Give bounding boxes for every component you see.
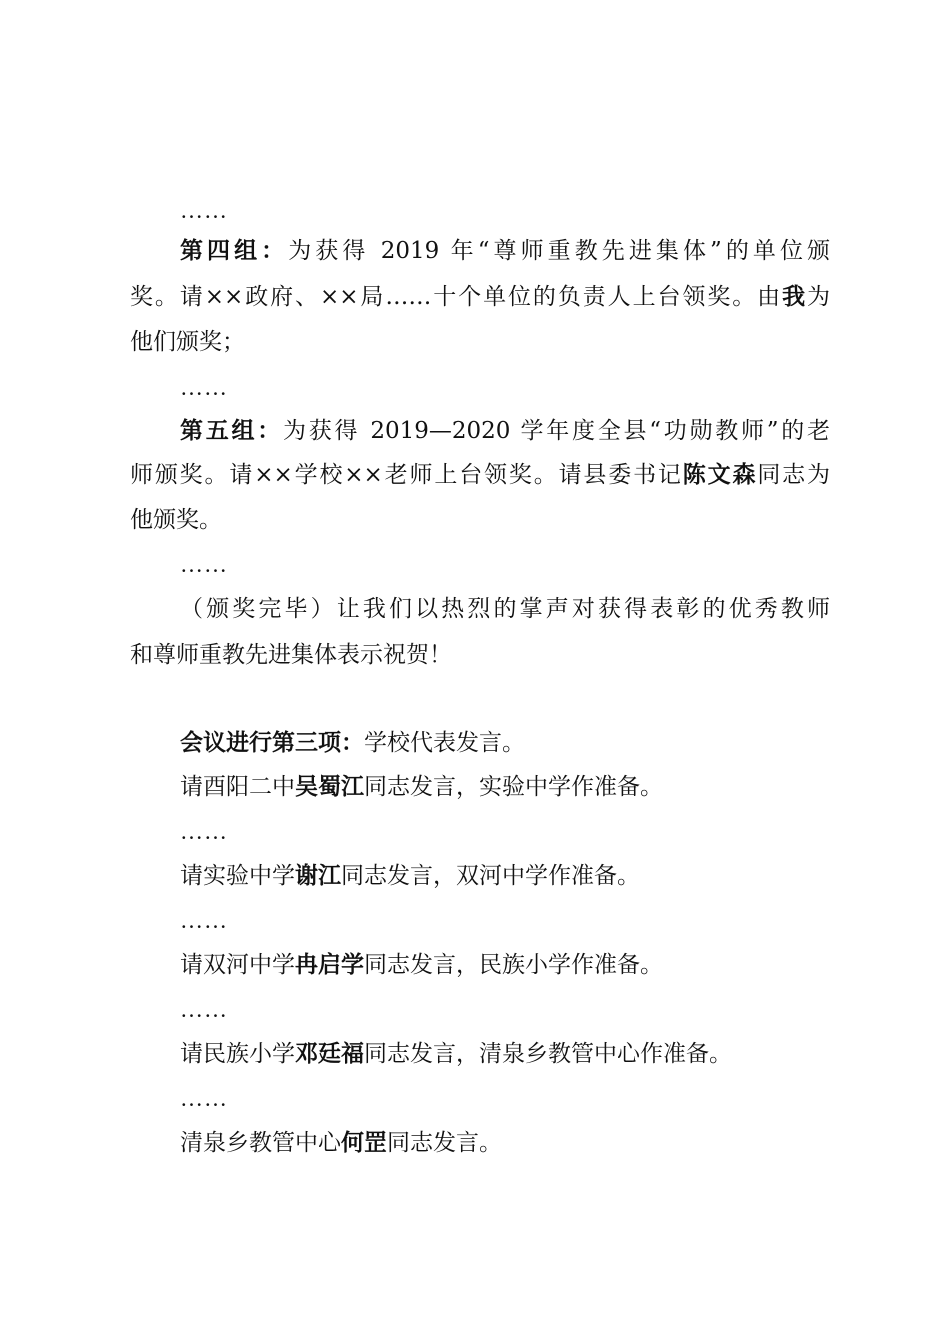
ellipsis: …… bbox=[180, 1086, 228, 1111]
speech-post: 同志发言，实验中学作准备。 bbox=[364, 774, 663, 800]
speech-line bbox=[180, 861, 830, 891]
speech-line bbox=[180, 1039, 830, 1069]
group5-text2a: 师颁奖。请××学校××老师上台领奖。请县委书记 bbox=[130, 462, 683, 488]
speaker-name: 邓廷福 bbox=[295, 1040, 364, 1067]
ellipsis: …… bbox=[180, 552, 228, 577]
group4-line3: 他们颁奖； bbox=[130, 329, 245, 355]
speech-line bbox=[180, 950, 830, 980]
group5-label: 第五组： bbox=[180, 417, 284, 444]
speech-pre: 请民族小学 bbox=[180, 1041, 295, 1067]
speech-pre: 请双河中学 bbox=[180, 952, 295, 978]
ellipsis: …… bbox=[180, 908, 228, 933]
group4-text2a: 奖。请××政府、××局……十个单位的负责人上台领奖。由 bbox=[130, 284, 783, 310]
item3-text: 学校代表发言。 bbox=[364, 730, 525, 756]
group5-text1: 为获得 2019—2020 学年度全县“功勋教师”的老 bbox=[283, 418, 830, 444]
ellipsis: …… bbox=[180, 375, 228, 400]
group4-line2 bbox=[130, 282, 830, 312]
speech-pre: 请实验中学 bbox=[180, 863, 295, 889]
speech-post: 同志发言，清泉乡教管中心作准备。 bbox=[364, 1041, 732, 1067]
group5-line3: 他颁奖。 bbox=[130, 507, 222, 533]
group5-line1 bbox=[180, 416, 830, 446]
ellipsis: …… bbox=[180, 997, 228, 1022]
speech-pre: 清泉乡教管中心 bbox=[180, 1130, 341, 1156]
speech-post: 同志发言。 bbox=[387, 1130, 502, 1156]
item3-label: 会议进行第三项： bbox=[180, 729, 364, 756]
group5-text2b: 同志为 bbox=[757, 462, 830, 488]
ellipsis: …… bbox=[180, 198, 228, 223]
speaker-name: 冉启学 bbox=[295, 951, 364, 978]
group4-label: 第四组： bbox=[180, 237, 289, 264]
closing-line2: 和尊师重教先进集体表示祝贺！ bbox=[130, 642, 452, 668]
speaker-name: 谢江 bbox=[295, 862, 341, 889]
group4-name: 我 bbox=[782, 283, 807, 310]
speaker-name: 何罡 bbox=[341, 1129, 387, 1156]
speech-line bbox=[180, 1128, 830, 1158]
ellipsis: …… bbox=[180, 819, 228, 844]
group4-text2b: 为 bbox=[807, 284, 830, 310]
group5-line2 bbox=[130, 460, 830, 490]
speech-line bbox=[180, 772, 830, 802]
group4-line1 bbox=[180, 236, 830, 266]
speaker-name: 吴蜀江 bbox=[295, 773, 364, 800]
group4-text1: 为获得 2019 年“尊师重教先进集体”的单位颁 bbox=[288, 238, 831, 264]
speech-pre: 请酉阳二中 bbox=[180, 774, 295, 800]
group5-name: 陈文森 bbox=[682, 461, 758, 488]
closing-line1: （颁奖完毕）让我们以热烈的掌声对获得表彰的优秀教师 bbox=[180, 596, 830, 622]
item3-heading bbox=[180, 728, 830, 758]
speech-post: 同志发言，双河中学作准备。 bbox=[341, 863, 640, 889]
speech-post: 同志发言，民族小学作准备。 bbox=[364, 952, 663, 978]
